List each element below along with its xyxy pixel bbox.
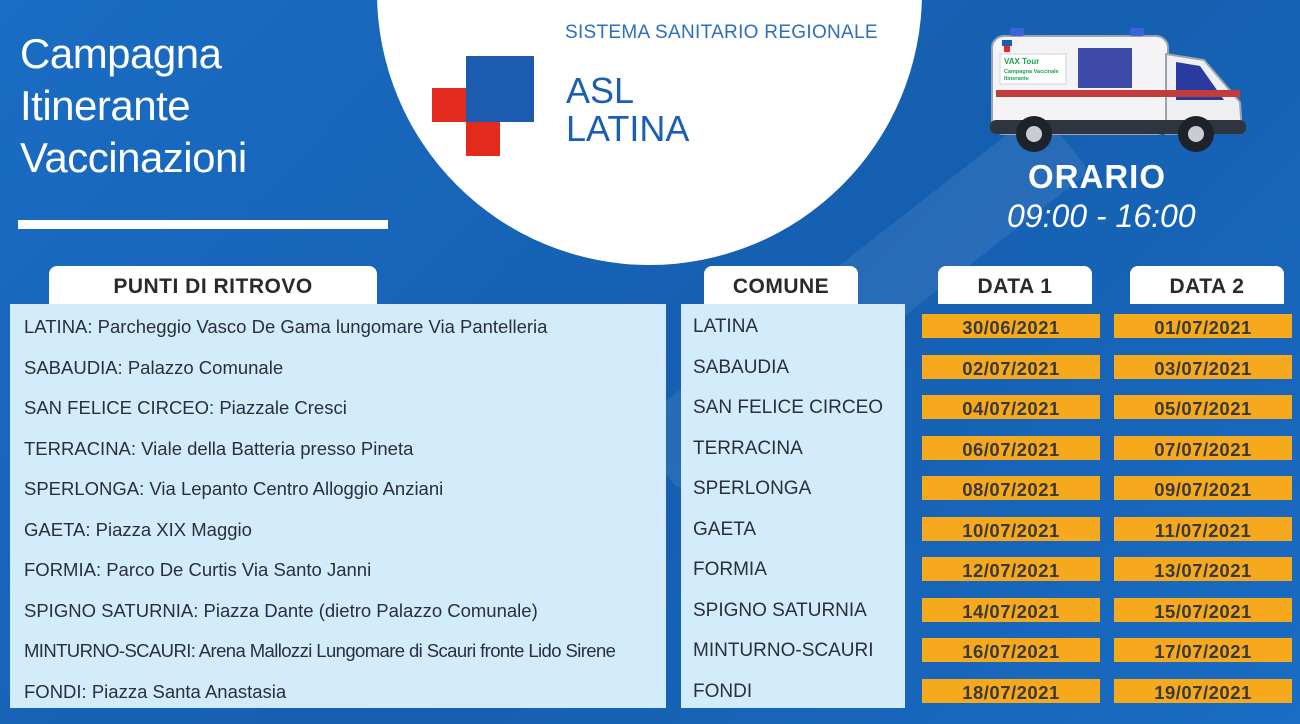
table-row: [0, 387, 1300, 427]
van-label-2: Campagna Vaccinale: [1004, 69, 1059, 75]
data1-cell: 04/07/2021: [922, 395, 1100, 419]
data2-cell: 15/07/2021: [1114, 598, 1292, 622]
data2-cell: 01/07/2021: [1114, 314, 1292, 338]
ambulance-van-icon: [990, 24, 1250, 156]
table-row: [0, 671, 1300, 711]
data2-cell: 11/07/2021: [1114, 517, 1292, 541]
data1-cell: 16/07/2021: [922, 638, 1100, 662]
table-row: [0, 306, 1300, 346]
data2-cell: 09/07/2021: [1114, 476, 1292, 500]
data1-cell: 02/07/2021: [922, 355, 1100, 379]
punti-cell: TERRACINA: Viale della Batteria presso Pineta: [24, 437, 414, 459]
data1-cell: 30/06/2021: [922, 314, 1100, 338]
comune-cell: SPIGNO SATURNIA: [693, 599, 867, 621]
campaign-title-line-1: Campagna: [20, 30, 222, 77]
punti-cell: FONDI: Piazza Santa Anastasia: [24, 680, 287, 702]
data2-cell: 05/07/2021: [1114, 395, 1292, 419]
asl-cross-icon: [432, 56, 534, 156]
table-row: [0, 428, 1300, 468]
campaign-title-line-3: Vaccinazioni: [20, 134, 247, 181]
data1-cell: 08/07/2021: [922, 476, 1100, 500]
data2-cell: 19/07/2021: [1114, 679, 1292, 703]
comune-cell: SAN FELICE CIRCEO: [693, 397, 884, 418]
comune-cell: FONDI: [693, 680, 753, 702]
header-comune: COMUNE: [704, 266, 858, 304]
data1-cell: 18/07/2021: [922, 679, 1100, 703]
data1-cell: 10/07/2021: [922, 517, 1100, 541]
orario-time: 09:00 - 16:00: [1007, 198, 1196, 234]
table-row: [0, 509, 1300, 549]
punti-cell: SABAUDIA: Palazzo Comunale: [24, 356, 284, 378]
van-label-1: VAX Tour: [1004, 57, 1040, 66]
comune-cell: MINTURNO-SCAURI: [693, 640, 874, 661]
orario-label: ORARIO: [1028, 158, 1166, 195]
punti-cell: GAETA: Piazza XIX Maggio: [24, 518, 252, 540]
punti-cell: SPERLONGA: Via Lepanto Centro Alloggio Anziani: [24, 478, 444, 499]
header-data-2: DATA 2: [1130, 266, 1284, 304]
title-underline: [18, 220, 388, 229]
logo-name-line-2: LATINA: [566, 108, 690, 149]
table-row: [0, 468, 1300, 508]
punti-cell: FORMIA: Parco De Curtis Via Santo Janni: [24, 559, 372, 580]
data2-cell: 13/07/2021: [1114, 557, 1292, 581]
van-label-3: Itinerante: [1004, 76, 1029, 82]
data2-cell: 07/07/2021: [1114, 436, 1292, 460]
comune-cell: TERRACINA: [693, 437, 803, 459]
header-punti-di-ritrovo: PUNTI DI RITROVO: [49, 266, 377, 304]
campaign-title-line-2: Itinerante: [20, 82, 191, 129]
comune-cell: SABAUDIA: [693, 356, 790, 378]
data2-cell: 17/07/2021: [1114, 638, 1292, 662]
data1-cell: 12/07/2021: [922, 557, 1100, 581]
data2-cell: 03/07/2021: [1114, 355, 1292, 379]
logo-name-line-1: ASL: [566, 70, 635, 111]
table-row: [0, 590, 1300, 630]
header-data-1: DATA 1: [938, 266, 1092, 304]
punti-cell: SPIGNO SATURNIA: Piazza Dante (dietro Palazzo Comunale): [24, 599, 538, 621]
table-row: [0, 630, 1300, 670]
comune-cell: GAETA: [693, 518, 756, 540]
table-row: [0, 549, 1300, 589]
comune-cell: SPERLONGA: [693, 478, 812, 499]
data1-cell: 06/07/2021: [922, 436, 1100, 460]
table-row: [0, 347, 1300, 387]
punti-cell: SAN FELICE CIRCEO: Piazzale Cresci: [24, 397, 347, 418]
data1-cell: 14/07/2021: [922, 598, 1100, 622]
logo-name: [566, 72, 689, 148]
punti-cell: LATINA: Parcheggio Vasco De Gama lungomare Via Pantelleria: [24, 316, 548, 337]
comune-cell: LATINA: [693, 316, 759, 337]
comune-cell: FORMIA: [693, 559, 767, 580]
logo-subtitle: SISTEMA SANITARIO REGIONALE: [565, 22, 878, 43]
punti-cell: MINTURNO-SCAURI: Arena Mallozzi Lungomare di Scauri fronte Lido Sirene: [24, 640, 616, 661]
campaign-title: [20, 28, 247, 184]
